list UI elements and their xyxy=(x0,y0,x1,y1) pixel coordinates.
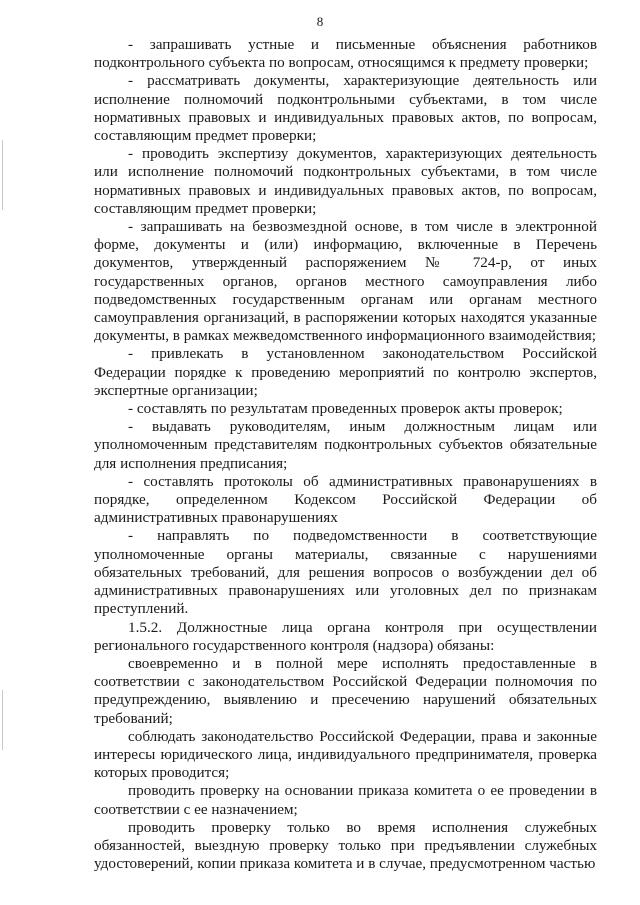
obligation-paragraph: своевременно и в полной мере исполнять предоставленные в соответствии с законодательством Российской Федерации полномочия по предупреждению, выявлению и пресечению нарушений обязательных требований; xyxy=(94,654,597,727)
obligation-paragraph: проводить проверку только во время исполнения служебных обязанностей, выездную проверку только при предъявлении служебных удостоверений, копии приказа комитета и в случае, предусмотренном частью xyxy=(94,818,597,873)
list-item: - составлять протоколы об административных правонарушениях в порядке, определенном Кодексом Российской Федерации об административных правонарушениях xyxy=(94,472,597,527)
list-item: - проводить экспертизу документов, характеризующих деятельность или исполнение полномочий подконтрольных субъектами, в том числе нормативных правовых и индивидуальных правовых актов, по вопросам, составляющим предмет проверки; xyxy=(94,145,597,217)
list-item: - выдавать руководителям, иным должностным лицам или уполномоченным представителям подконтрольных субъектов обязательные для исполнения предписания; xyxy=(94,418,597,472)
list-item: - запрашивать на безвозмездной основе, в том числе в электронной форме, документы и (или) информацию, включенные в Перечень документов, утвержденный распоряжением № 724-р, от иных государственных органов, органов местного самоуправления либо подведомственных государственным органам или органам местного самоуправления организаций, в распоряжении которых находятся указанные документы, в рамках межведомственного информационного взаимодействия; xyxy=(94,218,597,345)
list-item: - привлекать в установленном законодательством Российской Федерации порядке к проведению мероприятий по контролю экспертов, экспертные организации; xyxy=(94,345,597,399)
obligation-paragraph: проводить проверку на основании приказа комитета о ее проведении в соответствии с ее назначением; xyxy=(94,782,597,818)
page-number: 8 xyxy=(316,14,324,29)
section-paragraph: 1.5.2. Должностные лица органа контроля при осуществлении регионального государственного контроля (надзора) обязаны: xyxy=(94,618,597,654)
list-item: - рассматривать документы, характеризующие деятельность или исполнение полномочий подконтрольными субъектами, в том числе нормативных правовых и индивидуальных правовых актов, по вопросам, составляющим предмет проверки; xyxy=(94,72,597,145)
list-item: - составлять по результатам проведенных проверок акты проверок; xyxy=(128,400,563,418)
obligation-paragraph: соблюдать законодательство Российской Федерации, права и законные интересы юридического лица, индивидуального предпринимателя, проверка которых проводится; xyxy=(94,727,597,782)
list-item: - направлять по подведомственности в соответствующие уполномоченные органы материалы, связанные с нарушениями обязательных требований, для решения вопросов о возбуждении дел об административных правонарушениях или уголовных дел по признакам преступлений. xyxy=(94,527,597,618)
scan-margin-mark xyxy=(2,690,3,750)
document-body xyxy=(94,36,597,873)
scan-margin-mark xyxy=(2,140,3,210)
list-item: - запрашивать устные и письменные объяснения работников подконтрольного субъекта по вопросам, относящимся к предмету проверки; xyxy=(94,36,597,72)
